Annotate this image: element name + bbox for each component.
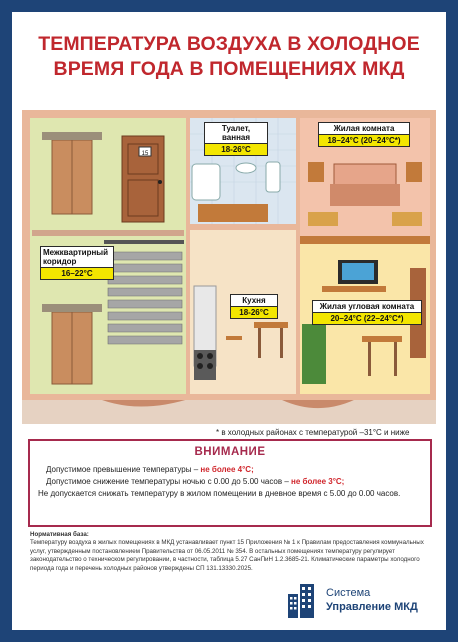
kitchen-label — [230, 294, 278, 319]
corridor-temp: 16–22°С — [41, 267, 113, 279]
kitchen-name: Кухня — [242, 296, 266, 305]
brand-logo — [286, 580, 436, 626]
title-line-1: ТЕМПЕРАТУРА ВОЗДУХА В ХОЛОДНОЕ — [38, 33, 420, 55]
corridor-name-line-2: коридор — [43, 257, 77, 266]
corridor-label — [40, 246, 114, 280]
attention-line-2-limit: не более 3°С; — [291, 477, 345, 486]
attention-line-1 — [46, 464, 430, 476]
brand-name-line-1: Система — [326, 587, 371, 599]
footnote: * в холодных районах с температурой –31°С и ниже — [216, 428, 410, 437]
corner-room-name: Жилая угловая комната — [319, 302, 415, 311]
poster-sheet — [12, 12, 446, 630]
brand-name-line-2: Управление МКД — [326, 601, 418, 613]
attention-line-1-text: Допустимое превышение температуры – — [46, 465, 201, 474]
building-illustration — [22, 100, 436, 424]
attention-title: ВНИМАНИЕ — [194, 446, 266, 458]
brand-name — [326, 586, 418, 614]
corner-room-label — [312, 300, 422, 325]
title-line-2: ВРЕМЯ ГОДА В ПОМЕЩЕНИЯХ МКД — [53, 58, 405, 80]
corner-room-temp: 20–24°С (22–24°С*) — [313, 312, 421, 324]
attention-line-1-limit: не более 4°С; — [200, 465, 254, 474]
living-room-name: Жилая комната — [333, 124, 395, 133]
regulatory-basis-title: Нормативная база: — [30, 531, 89, 538]
toilet-label — [204, 122, 268, 156]
attention-line-3: Не допускается снижать температуру в жилом помещении в дневное время с 5.00 до 0.00 часов. — [38, 489, 401, 498]
building-icon — [286, 580, 318, 620]
living-room-temp: 18–24°С (20–24°С*) — [319, 134, 409, 146]
corridor-name-line-1: Межквартирный — [43, 248, 109, 257]
regulatory-basis-text: Температуру воздуха в жилых помещениях в МКД устанавливает пункт 15 Приложения № 1 к Правилам предоставления коммунальных услуг, утвержденным постановлением Правительства от 06.05.2011 № 354. В остальных помещениях температуру регулирует законодательство о техническом регулировании, в частности, таблица 5.27 СанПиН 1.2.3685-21. Климатические параметры холодного периода года и перечень холодных районов утверждены СП 131.13330.2025. — [30, 539, 424, 572]
apartment-number: 15 — [141, 151, 149, 157]
toilet-temp: 18-26°С — [205, 143, 267, 155]
regulatory-basis — [30, 531, 430, 573]
kitchen-temp: 18-26°С — [231, 306, 277, 318]
attention-box — [28, 439, 432, 527]
page-title — [12, 32, 446, 82]
attention-line-2-text: Допустимое снижение температуры ночью с 0.00 до 5.00 часов – — [46, 477, 292, 486]
attention-line-2 — [46, 476, 430, 488]
toilet-name: Туалет, ванная — [221, 124, 251, 142]
living-room-label — [318, 122, 410, 147]
